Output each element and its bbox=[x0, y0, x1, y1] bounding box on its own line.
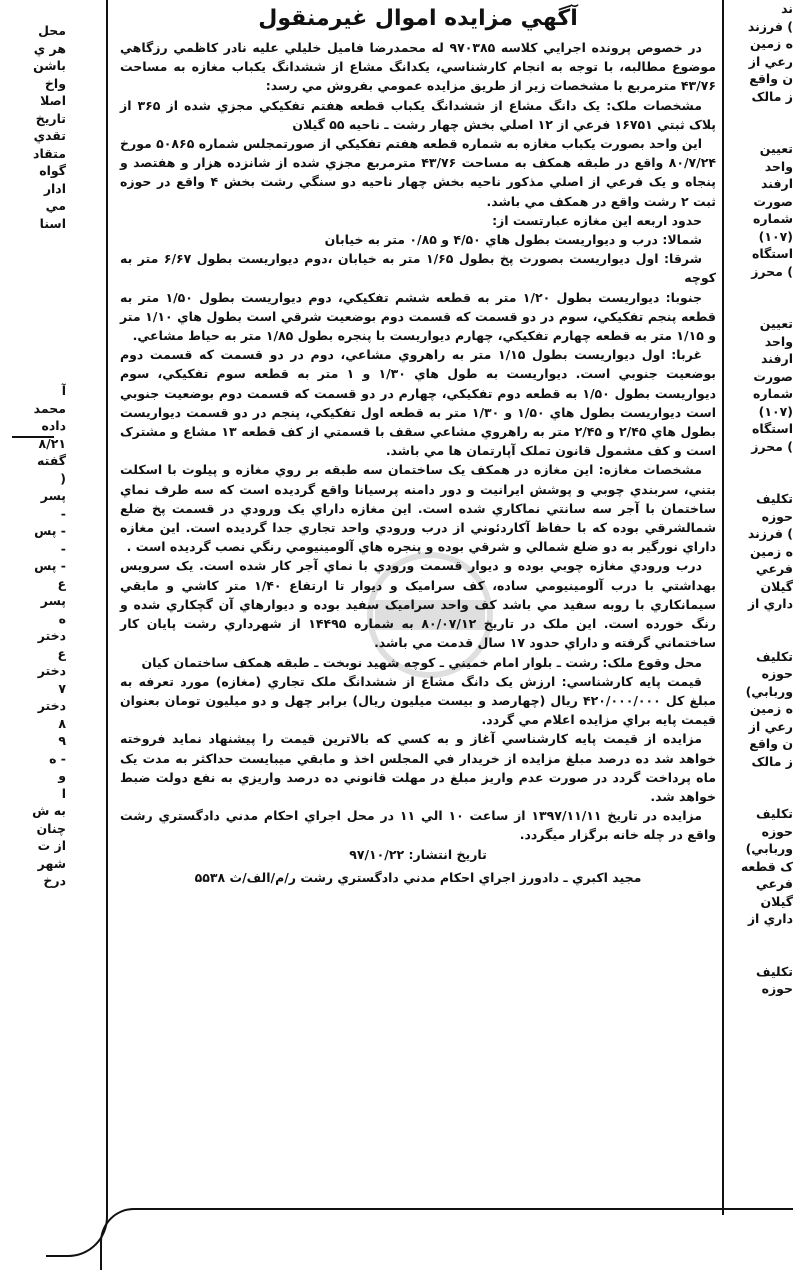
column-line: واحد bbox=[764, 158, 793, 174]
column-line: ارفند bbox=[761, 351, 793, 366]
column-line: تعيين bbox=[759, 316, 793, 331]
bottom-frame-border bbox=[100, 1208, 793, 1270]
notice-paragraph: اين واحد بصورت يکباب مغازه به شماره قطعه هفتم تفکيکي از صورتمجلس شماره ۵۰۸۶۵ مورخ ۸۰/۷/۲۴ واقع در طبقه همکف به مساحت ۴۳/۷۶ مترمربع مجزي شده از شانزده هزار و هفتصد و پنجاه و يک فرعي از اصلي مذکور ناحيه بخش چهار ناحيه دو سنگي رشت بخش ۴ واقع در حوزه ثبت ۲ رشت واقع در همکف مي باشد. bbox=[120, 136, 716, 209]
column-line: - ه bbox=[49, 750, 66, 766]
column-line: شماره bbox=[753, 386, 793, 401]
notice-paragraph: شمالا: درب و ديواريست بطول هاي ۴/۵۰ و ۰/۸۵ متر به خيابان bbox=[324, 232, 702, 248]
notice-paragraph: محل وقوع ملک: رشت ـ بلوار امام خميني ـ کوچه شهيد نوبخت ـ طبقه همکف ساختمان کيان bbox=[141, 654, 702, 670]
column-line: ادار bbox=[43, 180, 66, 196]
column-line: محل bbox=[38, 23, 66, 38]
column-line: ه زمين bbox=[749, 36, 793, 51]
column-line: باشن bbox=[33, 58, 66, 73]
column-line: ند bbox=[781, 1, 793, 16]
column-line: صورت bbox=[753, 368, 793, 384]
column-line: از ت bbox=[37, 838, 66, 853]
column-line: تعيين bbox=[759, 141, 793, 156]
column-line: ) محرز bbox=[751, 438, 793, 454]
column-line: دختر bbox=[37, 628, 66, 643]
column-line: تاريخ bbox=[35, 110, 66, 126]
column-line: ۸ bbox=[58, 715, 66, 731]
column-line: چنان bbox=[36, 820, 66, 836]
column-line: ه bbox=[58, 610, 66, 626]
column-line: استگاه bbox=[751, 421, 793, 436]
column-line: داري از bbox=[747, 596, 793, 611]
auction-notice bbox=[120, 4, 716, 887]
column-line: رعي از bbox=[748, 718, 793, 734]
column-line: گيلان bbox=[760, 578, 793, 594]
notice-paragraph: قيمت پايه کارشناسي: ارزش يک دانگ مشاع از ششدانگ ملک تجاري (مغازه) مورد تعرفه به مبلغ کل ۴۲۰/۰۰۰/۰۰۰ ريال (چهارصد و بيست ميليون ريال) برابر چهل و دو ميليون تومان بعنوان قيمت پايه براي مزايده اعلام مي گردد. bbox=[120, 673, 716, 728]
column-line bbox=[727, 455, 793, 473]
notice-paragraph: غربا: اول ديواريست بطول ۱/۱۵ متر به راهروي مشاعي، دوم در دو قسمت که قسمت دوم بوضعيت جنوبي است. ديواريست به طول هاي ۱/۳۰ و ۱ متر به قطعه سوم تفکيکي، سوم ديواريست بطول ۱/۵۰ به قطعه دوم تفکيکي، چهارم در دو قسمت که قسمت دوم بوضعيت جنوبي است ديواريست بطول هاي ۱/۵۰ و ۱/۳۰ متر به قطعه اول تفکيکي، پنجم در دو قسمت ديواريست بطول هاي ۲/۴۵ و ۲/۴۵ متر به راهروي مشاعي سقف با قسمتي از کف قطعه ۱۳ مشاع و مشترک است و کف مشمول قانون تملک آپارتمان ها مي باشد. bbox=[120, 347, 716, 459]
column-line: تکليف bbox=[755, 806, 793, 821]
column-line: ۷ bbox=[58, 680, 66, 696]
column-line: اصلا bbox=[40, 93, 66, 108]
column-line: شهر bbox=[37, 855, 66, 871]
notice-paragraph: درب ورودي مغازه چوبي بوده و ديوار قسمت ورودي با نماي آجر کار شده است. يک سرويس بهداشتي با درب آلومينيومي ساده، کف سراميک و ديوار تا ارتفاع ۱/۴۰ متر کاشي و مابقي سيمانکاري با روبه سفيد مي باشد کف واحد سراميک سفيد بوده و ديوارهاي آن گچکاري شده و رنگ خورده است. اين ملک در تاريخ ۸۰/۰۷/۱۲ به شماره ۱۴۴۹۵ از شهرداري رشت پايان کار ساختماني گرفته و داراي حدود ۱۷ سال قدمت مي باشد. bbox=[120, 558, 717, 651]
column-line: دختر bbox=[37, 663, 66, 678]
column-line: ز مالک bbox=[751, 88, 793, 104]
notice-paragraph: مشخصات مغازه: اين مغازه در همکف يک ساختمان سه طبقه بر روي مغازه و پيلوت با اسکلت بتني، سربندي چوبي و پوشش ايرانيت و دور دامنه پرسيانا واقع گرديده است که سه طرف نماي ساختمان با آجر سه سانتي نماکاري شده است. اين مغازه داراي يک ورودي در قسمت پخ ضلع شمالشرقي بوده که با حفاظ آکاردئوني از درب ورودي واحد تجاري جدا گرديده است. اين مغازه داراي نورگير به دو ضلع شمالي و شرقي بوده و پنجره هاي آلومينيومي رنگي نصب گرديده است . bbox=[120, 462, 716, 555]
notice-paragraph: حدود اربعه اين مغازه عبارتست از: bbox=[492, 212, 702, 228]
column-line: ه زمين bbox=[749, 701, 793, 716]
right-column-separator bbox=[722, 0, 724, 1215]
column-line: - bbox=[60, 505, 66, 521]
column-line: محمد bbox=[33, 400, 66, 416]
column-line: (۱۰۷) bbox=[758, 403, 793, 419]
column-line bbox=[727, 473, 793, 491]
notice-paragraph: مزايده از قيمت پايه کارشناسي آغاز و به کسي که بالاترين قيمت را پيشنهاد نمايد فروخته خواهد شد ده درصد مبلغ مزايده از خريدار في المجلس اخذ و مابقي ميبايست حداکثر به مدت يک ماه پرداخت گردد در صورت عدم واريز مبلغ در مهلت قانوني ده درصد واريزي به نفع دولت ضبط خواهد شد. bbox=[120, 731, 716, 804]
column-line: حوزه bbox=[761, 823, 793, 839]
column-line: ن واقع bbox=[749, 736, 793, 751]
column-line: آ bbox=[61, 383, 66, 398]
column-line: متقاد bbox=[33, 145, 66, 161]
column-line: تکليف bbox=[755, 648, 793, 664]
column-line: - bbox=[60, 540, 66, 556]
column-line: شماره bbox=[753, 211, 793, 226]
column-line: درخ bbox=[43, 873, 66, 888]
column-line bbox=[727, 280, 793, 298]
column-line bbox=[727, 105, 793, 123]
column-line: تکليف bbox=[755, 963, 793, 979]
right-adjacent-column bbox=[727, 0, 793, 998]
column-line: ک قطعه bbox=[740, 858, 793, 874]
column-line: داري از bbox=[747, 911, 793, 926]
notice-paragraph: شرقا: اول ديواريست بصورت پخ بطول ۱/۶۵ متر به خيابان ،دوم ديواريست بطول ۶/۶۷ متر به کوچه bbox=[120, 251, 716, 286]
notice-paragraph: در خصوص پرونده اجرايي کلاسه ۹۷۰۳۸۵ له محمدرضا فاميل خليلي عليه نادر کاظمي رزگاهي موضوع مطالبه، با توجه به انجام کارشناسي، يکدانگ مشاع از ششدانگ يکباب مغازه به مساحت ۴۳/۷۶ مترمربع با مشخصات زير از طريق مزايده عمومي بفروش مي رسد: bbox=[120, 40, 716, 94]
column-line: به ش bbox=[32, 803, 66, 818]
column-line: ۸/۲۱ bbox=[38, 435, 66, 451]
column-line: ا bbox=[61, 785, 66, 801]
column-line: ) فرزند bbox=[747, 526, 793, 541]
notice-paragraph: مزايده در تاريخ ۱۳۹۷/۱۱/۱۱ از ساعت ۱۰ الي ۱۱ در محل اجراي احکام مدني دادگستري رشت واقع در چله خانه برگزار ميگردد. bbox=[120, 808, 716, 843]
left-adjacent-column bbox=[0, 22, 66, 890]
column-line: حوزه bbox=[761, 508, 793, 524]
column-line: دختر bbox=[37, 698, 66, 713]
column-line: تقدي bbox=[33, 128, 66, 143]
notice-paragraph: جنوبا: ديواريست بطول ۱/۲۰ متر به قطعه ششم تفکيکي، دوم ديواريست بطول ۱/۵۰ متر به قطعه پنجم تفکيکي، سوم در دو قسمت که قسمت دوم بوضعيت شرقي است بطول هاي ۱/۱۰ متر و ۱/۱۵ متر به قطعه چهارم تفکيکي، چهارم ديواريست با پنجره بطول ۱/۸۵ متر به حياط مشاعي. bbox=[120, 289, 716, 344]
column-line: رعي از bbox=[748, 53, 793, 69]
column-line: ارفند bbox=[761, 176, 793, 191]
column-line: - پس bbox=[34, 558, 66, 573]
column-line: ع bbox=[57, 645, 66, 661]
column-line: اسنا bbox=[39, 215, 66, 231]
column-line bbox=[727, 788, 793, 806]
notice-body bbox=[120, 38, 716, 845]
column-line: (۱۰۷) bbox=[758, 228, 793, 244]
column-line: گفته bbox=[37, 453, 66, 468]
column-line: ه زمين bbox=[749, 543, 793, 559]
column-line: ۹ bbox=[58, 733, 66, 748]
column-line: وربابي) bbox=[745, 683, 793, 699]
column-line: ز مالک bbox=[751, 753, 793, 769]
column-line: ن واقع bbox=[749, 71, 793, 86]
column-line: استگاه bbox=[751, 246, 793, 261]
column-line bbox=[727, 928, 793, 946]
column-line: ) محرز bbox=[751, 263, 793, 279]
column-line: - پس bbox=[34, 523, 66, 538]
column-line: پسر bbox=[40, 593, 66, 608]
column-line: صورت bbox=[753, 193, 793, 209]
column-line: وربابي) bbox=[745, 841, 793, 856]
column-line: هر ي bbox=[33, 40, 66, 56]
column-line: واحد bbox=[764, 333, 793, 349]
column-line: گواه bbox=[39, 163, 66, 178]
column-line: تکليف bbox=[755, 491, 793, 506]
column-line: حوزه bbox=[761, 666, 793, 681]
column-line bbox=[727, 945, 793, 963]
column-line bbox=[727, 630, 793, 648]
notice-signature: مجيد اکبري ـ دادورز اجراي احکام مدني دادگستري رشت ر/م/الف/ث ۵۵۳۸ bbox=[194, 869, 642, 885]
column-line: پسر bbox=[40, 488, 66, 503]
column-line bbox=[727, 770, 793, 788]
column-line: واخ bbox=[44, 75, 66, 91]
column-line: داده bbox=[41, 418, 66, 433]
notice-title: آگهي مزايده اموال غيرمنقول bbox=[258, 6, 578, 31]
publish-date: تاريخ انتشار: ۹۷/۱۰/۲۲ bbox=[349, 846, 487, 862]
column-line: ) فرزند bbox=[747, 18, 793, 34]
notice-paragraph: مشخصات ملک: يک دانگ مشاع از ششدانگ يکباب قطعه هفتم تفکيکي مجزي شده از ۳۶۵ از پلاک ثبتي ۱۶۷۵۱ فرعي از ۱۲ اصلي بخش چهار رشت ـ ناحيه ۵۵ گيلان bbox=[120, 97, 716, 132]
column-line: و bbox=[58, 768, 66, 783]
column-line: حوزه bbox=[761, 981, 793, 996]
column-line bbox=[727, 123, 793, 141]
column-line: مي bbox=[45, 198, 66, 213]
column-line: گيلان bbox=[760, 893, 793, 909]
column-line: ( bbox=[60, 470, 66, 486]
column-line: فرعي bbox=[755, 561, 793, 576]
column-line: فرعي bbox=[755, 876, 793, 891]
column-line bbox=[727, 613, 793, 631]
column-line: ع bbox=[57, 575, 66, 591]
column-line bbox=[727, 298, 793, 316]
